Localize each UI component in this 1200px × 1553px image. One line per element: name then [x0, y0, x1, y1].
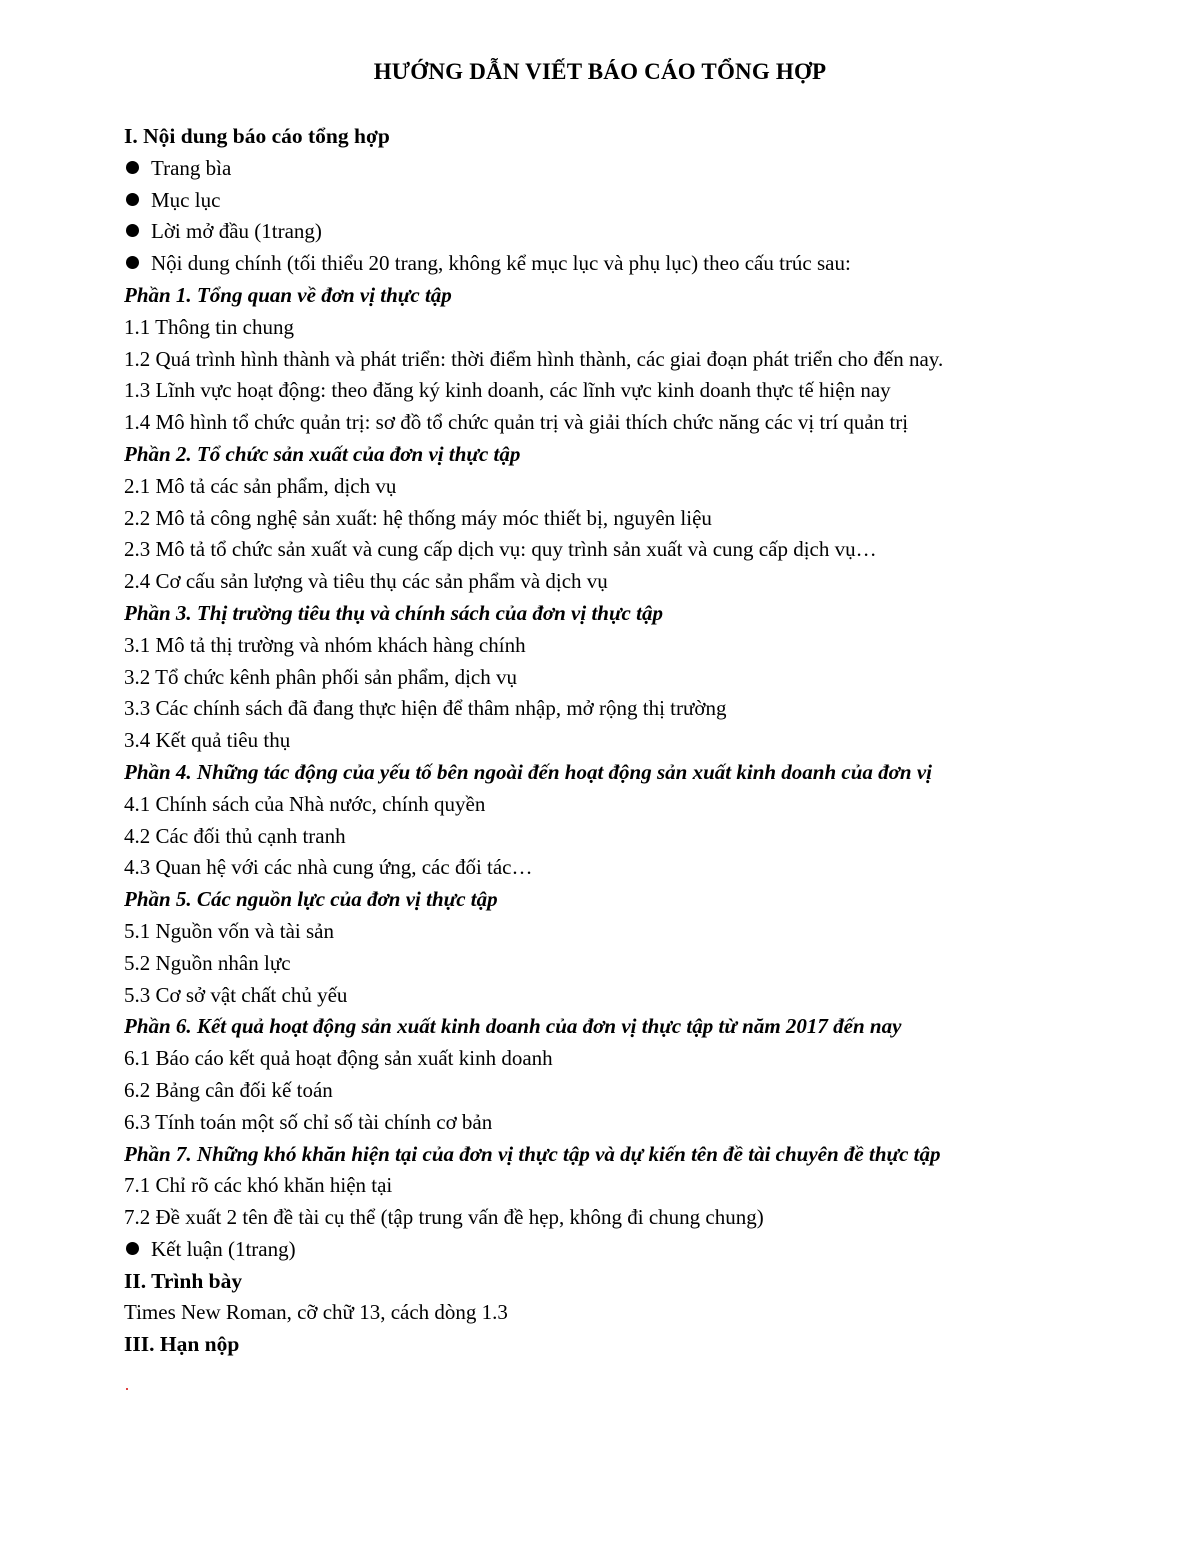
list-item — [124, 693, 1124, 725]
line-text: 1.2 Quá trình hình thành và phát triển: thời điểm hình thành, các giai đoạn phát triển cho đến nay. — [124, 346, 944, 371]
line-text: 5.1 Nguồn vốn và tài sản — [124, 918, 334, 943]
line-text: 6.1 Báo cáo kết quả hoạt động sản xuất kinh doanh — [124, 1046, 553, 1071]
list-item — [124, 566, 1124, 598]
list-item — [124, 1107, 1124, 1139]
line-text: Phần 2. Tổ chức sản xuất của đơn vị thực tập — [124, 441, 521, 466]
list-item — [124, 471, 1124, 503]
line-text: III. Hạn nộp — [124, 1332, 240, 1357]
line-text: 7.1 Chỉ rõ các khó khăn hiện tại — [124, 1173, 393, 1198]
list-item — [124, 980, 1124, 1012]
list-item — [124, 821, 1124, 853]
list-item — [124, 534, 1124, 566]
bullet-item — [124, 216, 1124, 248]
line-text: 2.1 Mô tả các sản phẩm, dịch vụ — [124, 473, 397, 498]
line-text: 5.3 Cơ sở vật chất chủ yếu — [124, 982, 348, 1007]
list-item — [124, 789, 1124, 821]
line-text: Trang bìa — [151, 155, 232, 180]
list-item — [124, 503, 1124, 535]
line-text: 1.1 Thông tin chung — [124, 314, 294, 339]
line-text: Phần 3. Thị trường tiêu thụ và chính sách của đơn vị thực tập — [124, 600, 663, 625]
list-item — [124, 312, 1124, 344]
bullet-icon — [126, 193, 139, 206]
list-item — [124, 630, 1124, 662]
list-item — [124, 916, 1124, 948]
line-text: Kết luận (1trang) — [151, 1236, 296, 1261]
part-heading — [124, 757, 1124, 789]
line-text: Nội dung chính (tối thiểu 20 trang, không kể mục lục và phụ lục) theo cấu trúc sau: — [151, 251, 851, 276]
part-heading — [124, 1011, 1124, 1043]
section-heading — [124, 1266, 1124, 1298]
part-heading — [124, 598, 1124, 630]
line-text: Times New Roman, cỡ chữ 13, cách dòng 1.3 — [124, 1300, 508, 1325]
line-text: II. Trình bày — [124, 1268, 243, 1293]
line-text: 3.3 Các chính sách đã đang thực hiện để thâm nhập, mở rộng thị trường — [124, 696, 727, 721]
line-text: 5.2 Nguồn nhân lực — [124, 950, 291, 975]
line-text: 4.1 Chính sách của Nhà nước, chính quyền — [124, 791, 486, 816]
line-text: Phần 4. Những tác động của yếu tố bên ngoài đến hoạt động sản xuất kinh doanh của đơn vị — [124, 759, 933, 784]
list-item — [124, 1170, 1124, 1202]
bullet-icon — [126, 161, 139, 174]
list-item — [124, 344, 1124, 376]
line-text: Phần 1. Tổng quan về đơn vị thực tập — [124, 282, 452, 307]
line-text: 2.4 Cơ cấu sản lượng và tiêu thụ các sản phẩm và dịch vụ — [124, 569, 608, 594]
bullet-item — [124, 1234, 1124, 1266]
list-item — [124, 948, 1124, 980]
document-title: HƯỚNG DẪN VIẾT BÁO CÁO TỔNG HỢP — [373, 59, 827, 84]
line-text: 3.1 Mô tả thị trường và nhóm khách hàng chính — [124, 632, 526, 657]
line-text: 4.2 Các đối thủ cạnh tranh — [124, 823, 346, 848]
bullet-item — [124, 185, 1124, 217]
line-text: Lời mở đầu (1trang) — [151, 219, 322, 244]
list-item — [124, 1075, 1124, 1107]
line-text: 2.3 Mô tả tổ chức sản xuất và cung cấp dịch vụ: quy trình sản xuất và cung cấp dịch vụ… — [124, 537, 877, 562]
bullet-icon — [126, 1242, 139, 1255]
line-text: 7.2 Đề xuất 2 tên đề tài cụ thể (tập trung vấn đề hẹp, không đi chung chung) — [124, 1205, 764, 1230]
bullet-item — [124, 248, 1124, 280]
line-text: I. Nội dung báo cáo tổng hợp — [124, 124, 390, 148]
line-text: 1.3 Lĩnh vực hoạt động: theo đăng ký kinh doanh, các lĩnh vực kinh doanh thực tế hiện nay — [124, 378, 891, 403]
list-item — [124, 1043, 1124, 1075]
section-heading — [124, 1329, 1124, 1361]
stray-mark — [126, 1388, 128, 1390]
list-item — [124, 662, 1124, 694]
line-text: 1.4 Mô hình tổ chức quản trị: sơ đồ tổ chức quản trị và giải thích chức năng các vị trí quản trị — [124, 410, 909, 435]
line-text: 3.2 Tổ chức kênh phân phối sản phẩm, dịch vụ — [124, 664, 518, 689]
line-text: Mục lục — [151, 187, 221, 212]
list-item — [124, 852, 1124, 884]
line-text: 6.2 Bảng cân đối kế toán — [124, 1077, 333, 1102]
document-body — [124, 121, 1124, 1361]
line-text: 2.2 Mô tả công nghệ sản xuất: hệ thống máy móc thiết bị, nguyên liệu — [124, 505, 712, 530]
list-item — [124, 725, 1124, 757]
list-item — [124, 375, 1124, 407]
list-item — [124, 407, 1124, 439]
part-heading — [124, 884, 1124, 916]
section-heading — [124, 121, 1124, 153]
part-heading — [124, 280, 1124, 312]
bullet-icon — [126, 256, 139, 269]
line-text: Phần 7. Những khó khăn hiện tại của đơn vị thực tập và dự kiến tên đề tài chuyên đề thực tập — [124, 1141, 941, 1166]
line-text: 3.4 Kết quả tiêu thụ — [124, 728, 291, 753]
bullet-icon — [126, 224, 139, 237]
part-heading — [124, 1139, 1124, 1171]
line-text: Phần 5. Các nguồn lực của đơn vị thực tập — [124, 887, 498, 912]
bullet-item — [124, 153, 1124, 185]
list-item — [124, 1202, 1124, 1234]
line-text: Phần 6. Kết quả hoạt động sản xuất kinh doanh của đơn vị thực tập từ năm 2017 đến nay — [124, 1014, 902, 1039]
part-heading — [124, 439, 1124, 471]
list-item — [124, 1297, 1124, 1329]
line-text: 6.3 Tính toán một số chỉ số tài chính cơ bản — [124, 1109, 493, 1134]
line-text: 4.3 Quan hệ với các nhà cung ứng, các đối tác… — [124, 855, 533, 880]
